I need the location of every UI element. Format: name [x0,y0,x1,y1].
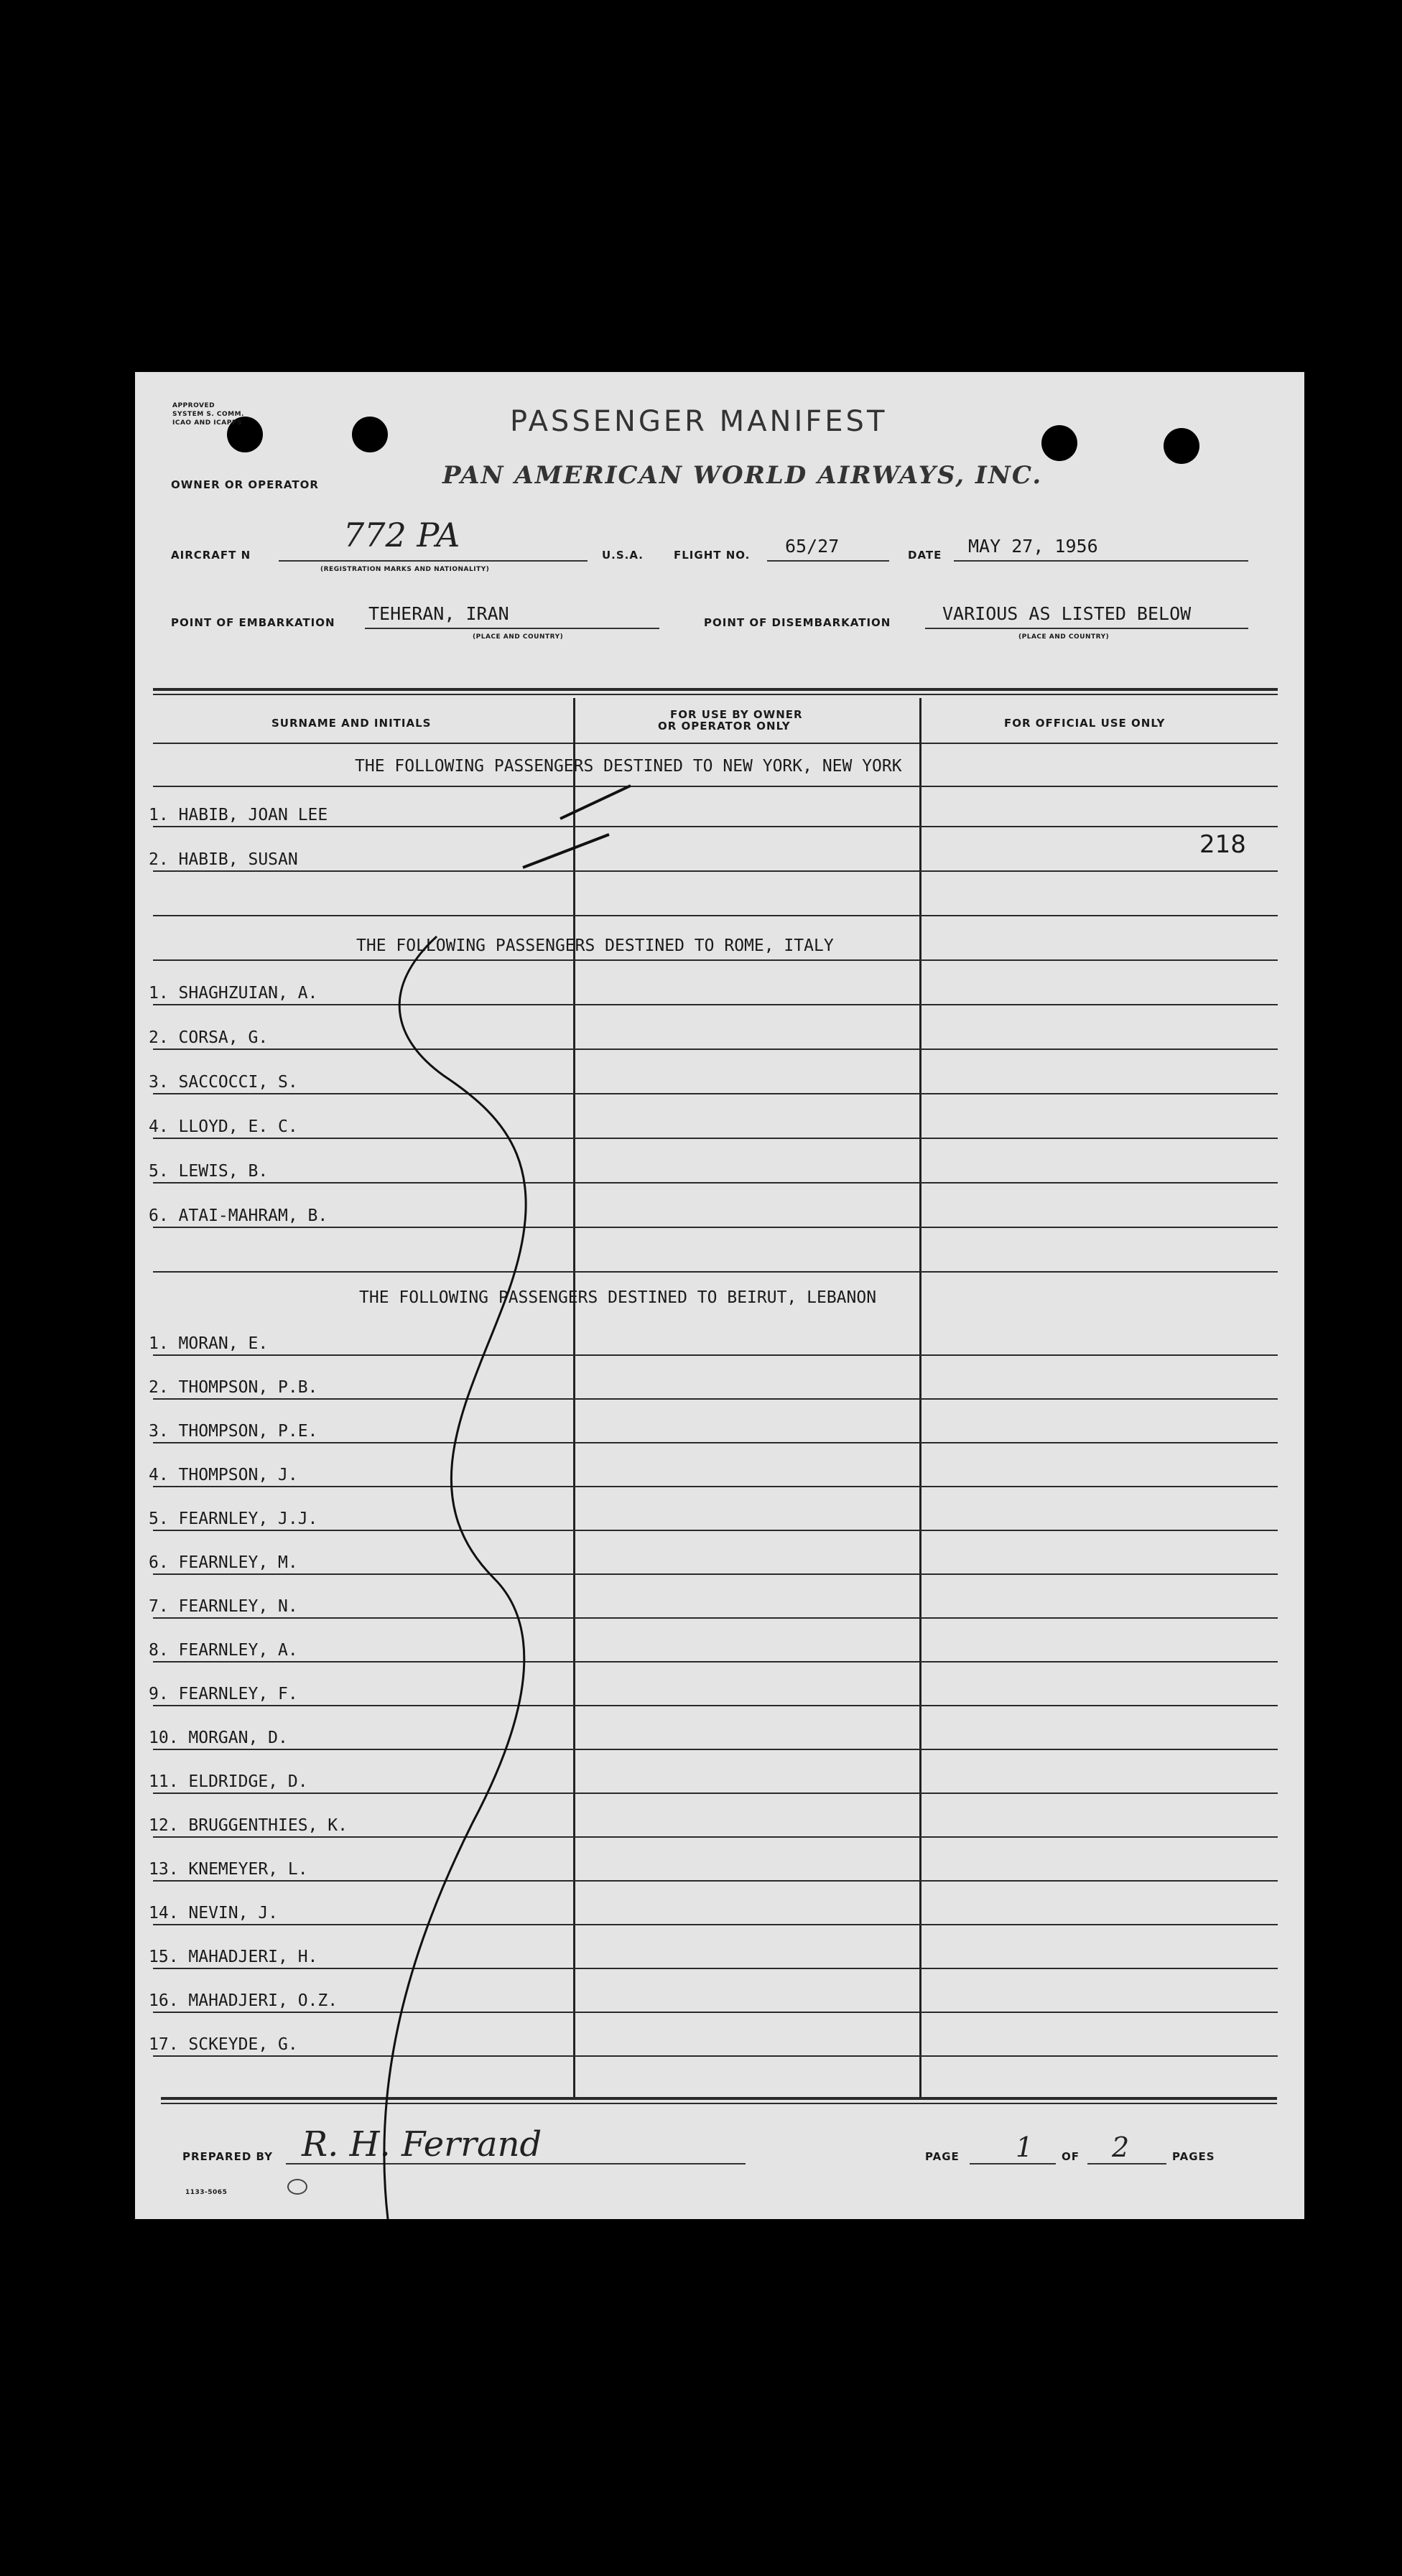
passenger-name: 10. MORGAN, D. [149,1729,288,1747]
embark-label: POINT OF EMBARKATION [171,616,335,629]
passenger-name: 6. FEARNLEY, M. [149,1553,298,1572]
page-label: PAGE [925,2150,960,2163]
passenger-name: 9. FEARNLEY, F. [149,1685,298,1703]
handwritten-marks [135,372,1304,2219]
passenger-name: 3. SACCOCCI, S. [149,1073,298,1092]
aircraft-label: AIRCRAFT N [171,549,251,562]
passenger-name: 3. THOMPSON, P.E. [149,1422,318,1441]
column-header-owner-2: OR OPERATOR ONLY [658,720,791,733]
disembark-value: VARIOUS AS LISTED BELOW [942,603,1192,624]
passenger-name: 2. HABIB, SUSAN [149,850,298,869]
passenger-name: 2. CORSA, G. [149,1028,269,1047]
airline-name: PAN AMERICAN WORLD AIRWAYS, INC. [442,461,1043,490]
pages-label: PAGES [1172,2150,1215,2163]
manifest-sheet [135,372,1304,2219]
section-heading: THE FOLLOWING PASSENGERS DESTINED TO NEW YORK, NEW YORK [355,757,902,776]
bracket-curve [384,936,526,2219]
embark-caption: (PLACE AND COUNTRY) [473,633,564,641]
column-header-surname: SURNAME AND INITIALS [271,717,432,730]
flight-value: 65/27 [785,536,840,557]
passenger-name: 7. FEARNLEY, N. [149,1597,298,1616]
checkmark-stroke [523,834,609,868]
of-value: 2 [1112,2131,1130,2163]
column-header-official: FOR OFFICIAL USE ONLY [1004,717,1166,730]
disembark-caption: (PLACE AND COUNTRY) [1018,633,1110,641]
approval-line: SYSTEM S. COMM. [172,411,244,418]
passenger-name: 1. MORAN, E. [149,1334,269,1353]
passenger-name: 12. BRUGGENTHIES, K. [149,1816,348,1835]
flight-label: FLIGHT NO. [674,549,751,562]
passenger-name: 1. SHAGHZUIAN, A. [149,984,318,1003]
aircraft-value: 772 PA [343,516,460,554]
aircraft-caption: (REGISTRATION MARKS AND NATIONALITY) [320,566,490,573]
owner-label: OWNER OR OPERATOR [171,478,319,491]
date-value: MAY 27, 1956 [968,536,1098,557]
passenger-name: 15. MAHADJERI, H. [149,1948,318,1966]
disembark-label: POINT OF DISEMBARKATION [704,616,891,629]
passenger-name: 13. KNEMEYER, L. [149,1860,308,1879]
checkmark-stroke [560,786,631,819]
passenger-name: 14. NEVIN, J. [149,1904,279,1922]
embark-value: TEHERAN, IRAN [368,603,509,624]
approval-line: ICAO AND ICAPPS [172,419,242,427]
of-label: OF [1062,2150,1080,2163]
signature: R. H. Ferrand [302,2124,542,2165]
passenger-name: 5. FEARNLEY, J.J. [149,1510,318,1528]
passenger-name: 5. LEWIS, B. [149,1162,269,1181]
page-value: 1 [1016,2131,1034,2163]
passenger-name: 4. THOMPSON, J. [149,1466,298,1484]
passenger-name: 1. HABIB, JOAN LEE [149,806,328,824]
section-heading: THE FOLLOWING PASSENGERS DESTINED TO ROME, ITALY [356,936,834,955]
passenger-name: 4. LLOYD, E. C. [149,1117,298,1136]
column-header-owner: FOR USE BY OWNER [670,708,803,721]
passenger-name: 8. FEARNLEY, A. [149,1641,298,1660]
form-title: PASSENGER MANIFEST [510,405,888,438]
passenger-name: 6. ATAI-MAHRAM, B. [149,1206,328,1225]
passenger-name: 17. SCKEYDE, G. [149,2035,298,2054]
passenger-name: 16. MAHADJERI, O.Z. [149,1991,338,2010]
approval-line: APPROVED [172,402,215,409]
form-code: 1133-5065 [185,2189,228,2196]
usa-label: U.S.A. [602,549,644,562]
date-label: DATE [908,549,942,562]
passenger-name: 11. ELDRIDGE, D. [149,1772,308,1791]
section-heading: THE FOLLOWING PASSENGERS DESTINED TO BEIRUT, LEBANON [359,1288,877,1307]
prepared-label: PREPARED BY [182,2150,273,2163]
official-note: 218 [1199,830,1246,859]
passenger-name: 2. THOMPSON, P.B. [149,1378,318,1397]
